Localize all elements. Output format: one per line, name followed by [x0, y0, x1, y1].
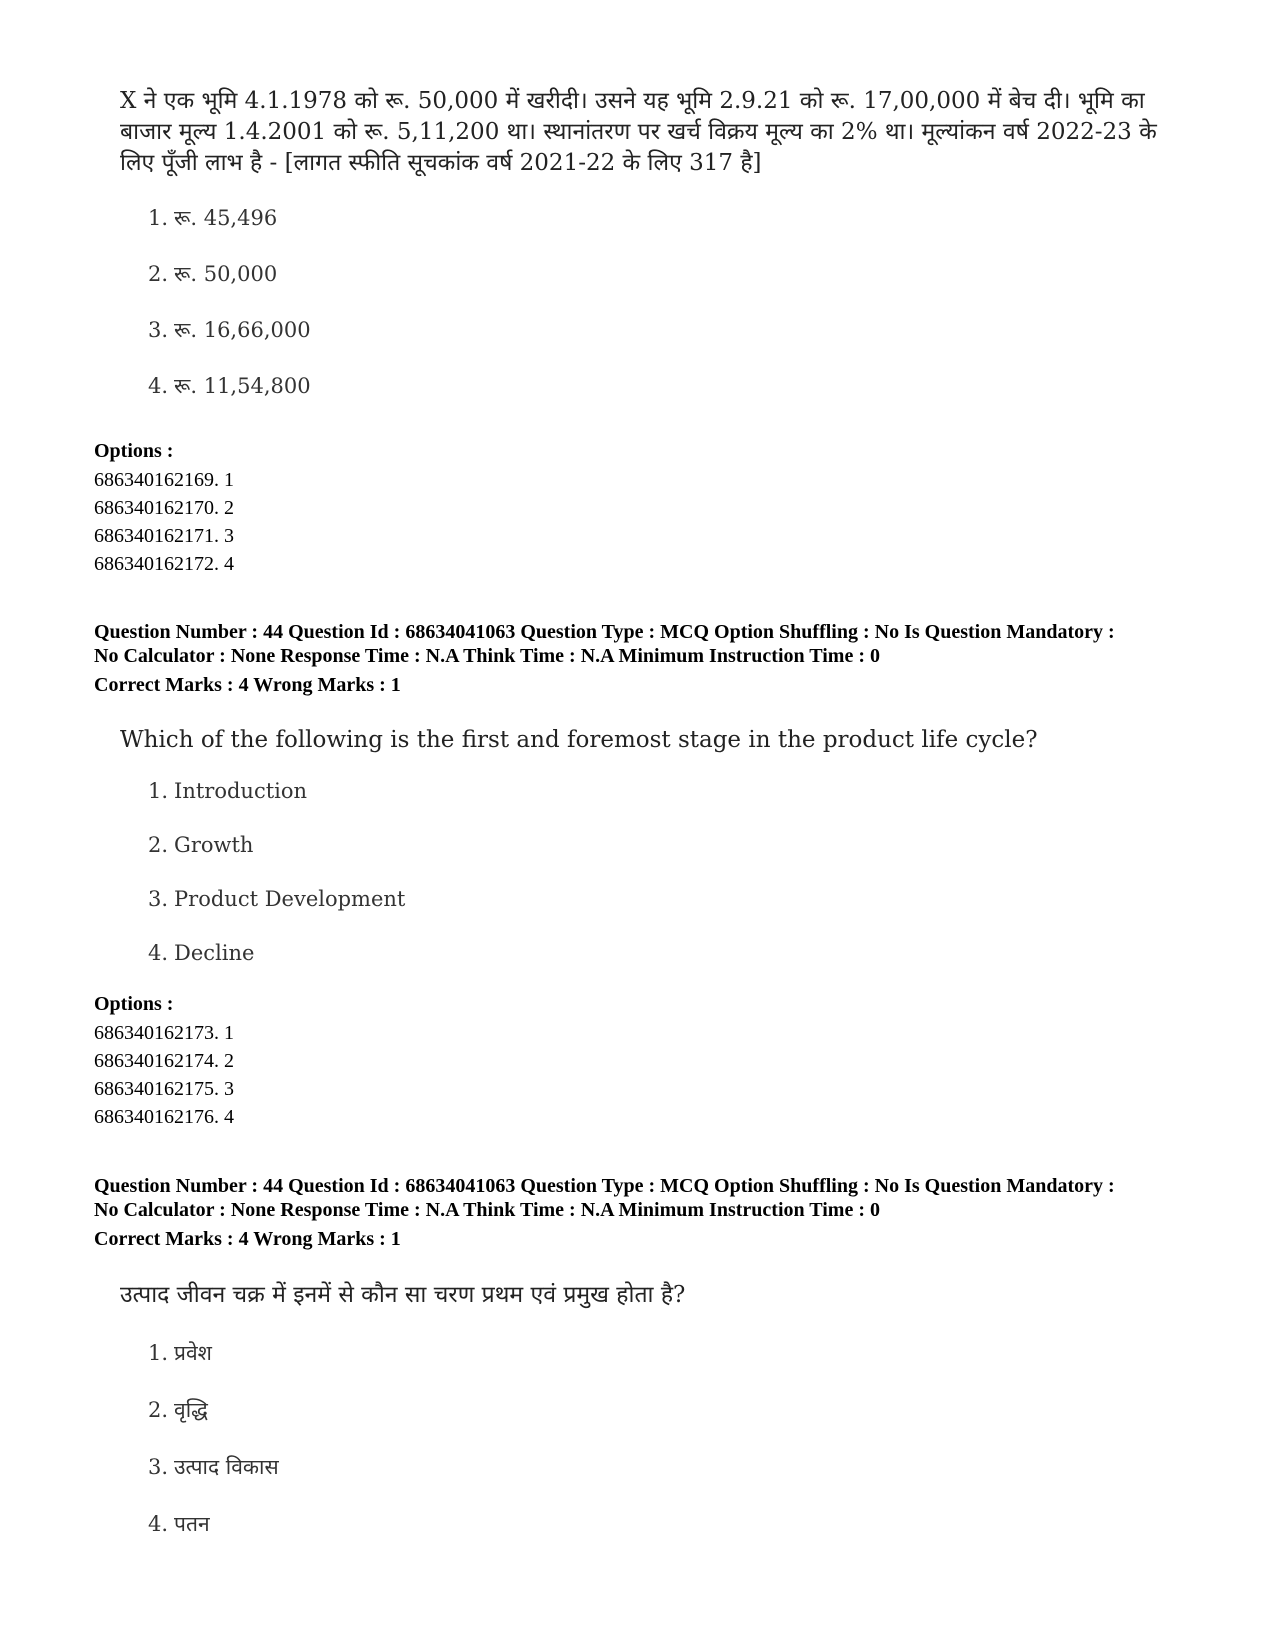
question-meta-line-1: Question Number : 44 Question Id : 68634041063 Question Type : MCQ Option Shuffling : No Is Question Mandatory : [94, 621, 1115, 643]
choice-3 [148, 1453, 279, 1481]
choice-2 [148, 1396, 208, 1424]
choice-number: 1. [148, 1341, 169, 1365]
choice-text: पतन [174, 1512, 210, 1536]
choice-3 [148, 316, 311, 344]
choice-text: वृद्धि [174, 1398, 208, 1422]
question-text: उत्पाद जीवन चक्र में इनमें से कौन सा चरण प्रथम एवं प्रमुख होता है? [120, 1282, 686, 1308]
choice-number: 4. [148, 374, 169, 398]
choice-text: रू. 16,66,000 [174, 318, 311, 342]
choice-4 [148, 372, 311, 400]
choice-1 [148, 1339, 212, 1367]
choice-number: 2. [148, 833, 169, 857]
choice-text: रू. 50,000 [174, 262, 278, 286]
choice-4 [148, 941, 254, 965]
question-marks: Correct Marks : 4 Wrong Marks : 1 [94, 1228, 401, 1250]
choice-number: 4. [148, 941, 169, 965]
choice-number: 3. [148, 318, 169, 342]
option-id-row: 686340162172. 4 [94, 553, 234, 575]
question-text: X ने एक भूमि 4.1.1978 को रू. 50,000 में खरीदी। उसने यह भूमि 2.9.21 को रू. 17,00,000 में बेच दी। भूमि का बाजार मूल्य 1.4.2001 को रू. 5,11,200 था। स्थानांतरण पर खर्च विक्रय मूल्य का 2% था। मूल्यांकन वर्ष 2022-23 के लिए पूँजी लाभ है - [लागत स्फीति सूचकांक वर्ष 2021-22 के लिए 317 है] [120, 88, 1157, 176]
option-id-row: 686340162173. 1 [94, 1022, 234, 1044]
choice-number: 3. [148, 887, 169, 911]
question-meta-line-2: No Calculator : None Response Time : N.A Think Time : N.A Minimum Instruction Time : 0 [94, 645, 880, 667]
choice-text: उत्पाद विकास [174, 1455, 279, 1479]
option-id-row: 686340162169. 1 [94, 469, 234, 491]
options-label: Options : [94, 440, 174, 462]
choice-2 [148, 260, 277, 288]
option-id-row: 686340162176. 4 [94, 1106, 234, 1128]
choice-number: 3. [148, 1455, 169, 1479]
choice-text: रू. 11,54,800 [174, 374, 311, 398]
choice-text: रू. 45,496 [174, 206, 278, 230]
option-id-row: 686340162170. 2 [94, 497, 234, 519]
choice-number: 1. [148, 779, 169, 803]
choice-text: Decline [174, 941, 255, 965]
option-id-row: 686340162171. 3 [94, 525, 234, 547]
choice-1 [148, 779, 307, 803]
choice-text: Introduction [174, 779, 308, 803]
choice-text: प्रवेश [174, 1341, 212, 1365]
choice-number: 2. [148, 1398, 169, 1422]
options-label: Options : [94, 993, 174, 1015]
question-text: Which of the following is the first and foremost stage in the product life cycle? [120, 727, 1038, 753]
choice-1 [148, 204, 277, 232]
choice-3 [148, 887, 405, 911]
choice-text: Product Development [174, 887, 406, 911]
question-meta-line-1: Question Number : 44 Question Id : 68634041063 Question Type : MCQ Option Shuffling : No Is Question Mandatory : [94, 1175, 1115, 1197]
option-id-row: 686340162175. 3 [94, 1078, 234, 1100]
choice-4 [148, 1510, 210, 1538]
choice-number: 2. [148, 262, 169, 286]
choice-2 [148, 833, 253, 857]
option-id-row: 686340162174. 2 [94, 1050, 234, 1072]
question-meta-line-2: No Calculator : None Response Time : N.A Think Time : N.A Minimum Instruction Time : 0 [94, 1199, 880, 1221]
question-marks: Correct Marks : 4 Wrong Marks : 1 [94, 674, 401, 696]
choice-number: 4. [148, 1512, 169, 1536]
choice-number: 1. [148, 206, 169, 230]
choice-text: Growth [174, 833, 254, 857]
